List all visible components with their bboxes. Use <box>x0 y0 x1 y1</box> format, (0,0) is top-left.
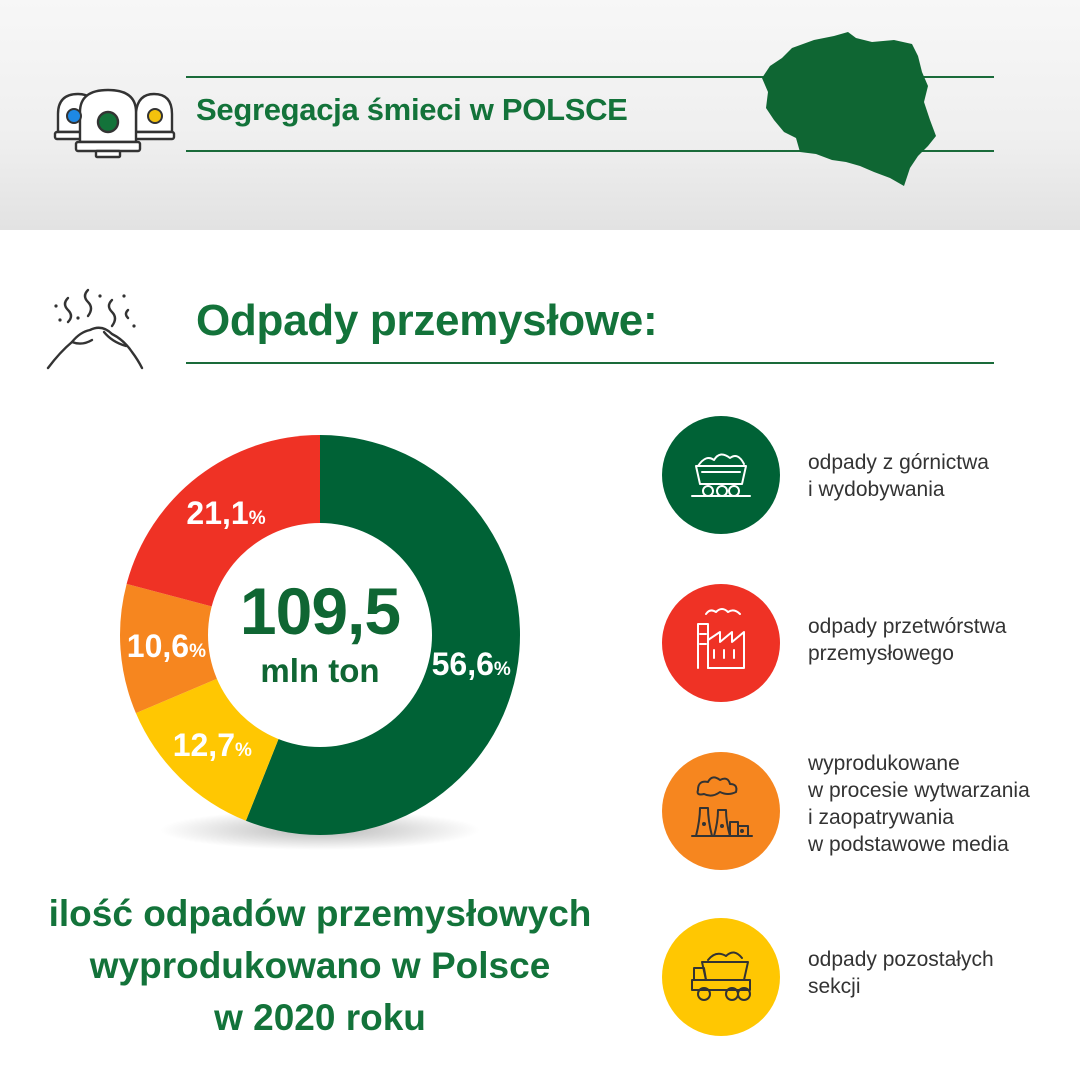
caption-line-1: ilość odpadów przemysłowych <box>48 893 592 934</box>
slice-label-percent: % <box>189 641 206 662</box>
power-plant-icon <box>662 752 780 870</box>
donut-chart <box>100 430 540 870</box>
caption-line-3: w 2020 roku <box>214 997 426 1038</box>
section-rule <box>186 362 994 364</box>
legend-item-utilities <box>662 752 1062 876</box>
legend-label-other: odpady pozostałych sekcji <box>808 948 994 998</box>
legend-item-manufacturing <box>662 584 1062 708</box>
legend-item-other <box>662 918 1062 1042</box>
legend-swatch-manufacturing <box>662 584 780 702</box>
industrial-waste-icon <box>42 286 146 372</box>
dump-truck-icon <box>662 918 780 1036</box>
legend-swatch-other <box>662 918 780 1036</box>
chart-caption <box>20 888 620 1044</box>
mine-cart-icon <box>662 416 780 534</box>
legend-swatch-utilities <box>662 752 780 870</box>
chart-total-value: 109,5 <box>239 574 401 648</box>
legend-label-mining: odpady z górnictwa i wydobywania <box>808 451 989 501</box>
legend-label-utilities: wyprodukowane w procesie wytwarzania i zaopatrywania w podstawowe media <box>808 752 1030 856</box>
header-title: Segregacja śmieci w POLSCE <box>196 92 628 127</box>
section-title: Odpady przemysłowe: <box>196 296 658 345</box>
slice-label-other: 12,7% <box>172 727 252 764</box>
caption-line-2: wyprodukowano w Polsce <box>89 945 551 986</box>
slice-label-manufacturing: 21,1% <box>186 495 266 531</box>
legend-swatch-mining <box>662 416 780 534</box>
slice-label-percent: % <box>248 508 266 529</box>
slice-label-utilities: 10,6% <box>126 628 206 664</box>
legend-label-manufacturing: odpady przetwórstwa przemysłowego <box>808 615 1007 665</box>
chart-total-unit: mln ton <box>260 652 380 689</box>
slice-label-percent: % <box>493 659 511 680</box>
factory-icon <box>662 584 780 702</box>
legend-item-mining <box>662 416 1062 540</box>
slice-label-percent: % <box>234 740 252 762</box>
slice-label-mining: 56,6% <box>431 646 511 682</box>
waste-bins-icon <box>50 84 180 164</box>
poland-map-icon <box>752 28 942 190</box>
